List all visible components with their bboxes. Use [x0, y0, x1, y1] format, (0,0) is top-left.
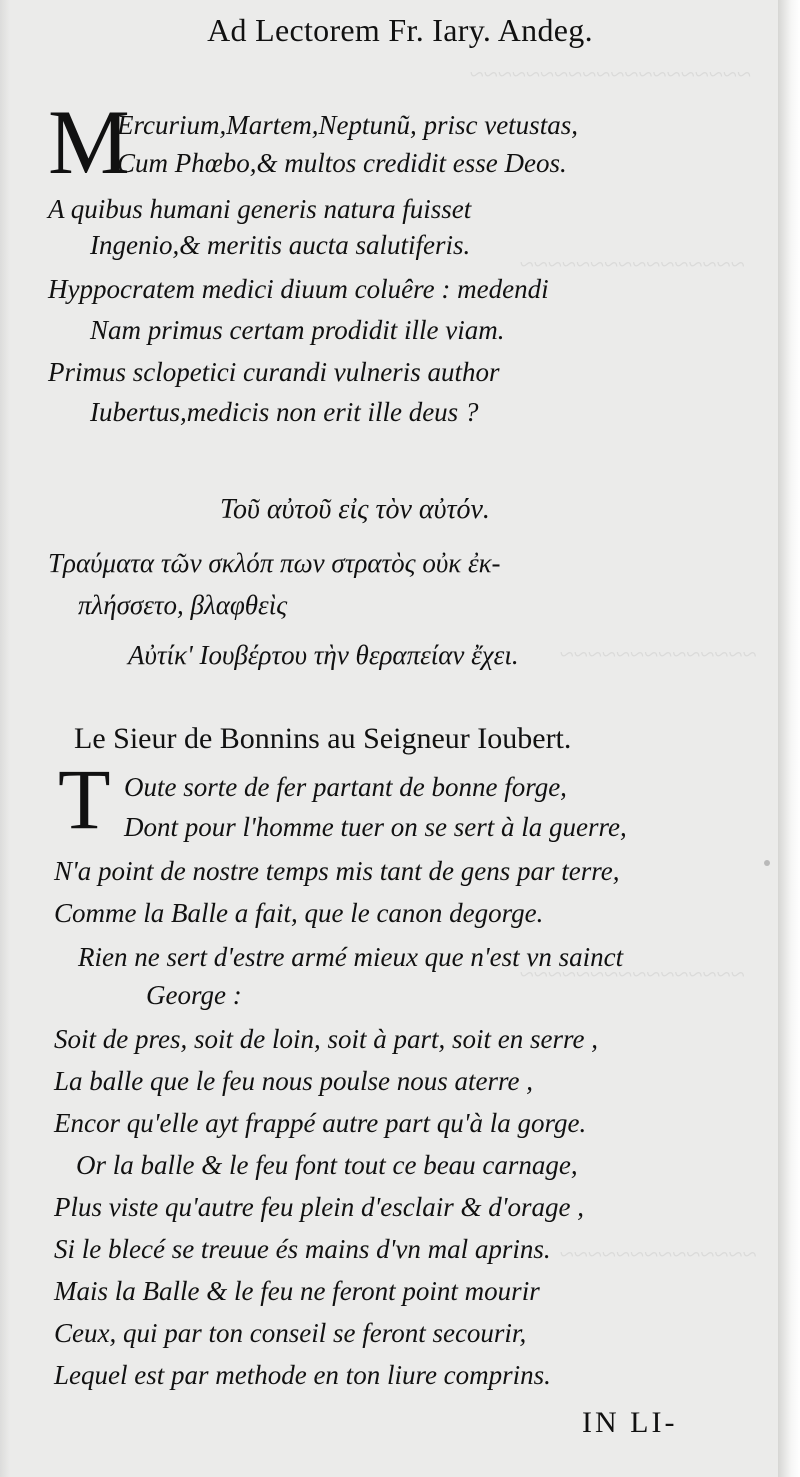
show-through-texture: ~~~~~~~~~~~~~~~~ [520, 250, 746, 279]
page-header: Ad Lectorem Fr. Iary. Andeg. [207, 12, 593, 48]
poem-line: Cum Phœbo,& multos credidit esse Deos. [117, 148, 567, 178]
poem-line: Ingenio,& meritis aucta salutiferis. [90, 230, 471, 260]
poem-line: Si le blecé se treuue és mains d'vn mal aprins. [54, 1234, 551, 1264]
poem-line: A quibus humani generis natura fuisset [48, 194, 472, 224]
poem-line: Comme la Balle a fait, que le canon degorge. [54, 898, 544, 928]
poem-line: Plus viste qu'autre feu plein d'esclair & d'orage , [54, 1192, 584, 1222]
greek-line: πλήσσετο, βλαφθεὶς [78, 590, 288, 620]
show-through-texture: ~~~~~~~~~~~~~~ [560, 640, 757, 669]
poem-line: N'a point de nostre temps mis tant de gens par terre, [54, 856, 620, 886]
drop-cap-m: M [48, 91, 130, 193]
poem-line: Or la balle & le feu font tout ce beau carnage, [76, 1150, 578, 1180]
poem-line: Oute sorte de fer partant de bonne forge, [124, 772, 567, 802]
page-left-edge-shadow [0, 0, 10, 1477]
poem-line: Mais la Balle & le feu ne feront point mourir [54, 1276, 540, 1306]
poem-line: Nam primus certam prodidit ille viam. [90, 315, 505, 345]
ink-speck [764, 860, 770, 866]
poem-line: Iubertus,medicis non erit ille deus ? [90, 397, 479, 427]
poem-line: Encor qu'elle ayt frappé autre part qu'à la gorge. [54, 1108, 587, 1138]
sonnet-title: Le Sieur de Bonnins au Seigneur Ioubert. [74, 722, 572, 755]
greek-line: Αὐτίκ' Ιουβέρτου τὴν θεραπείαν ἔχει. [128, 640, 519, 670]
show-through-texture: ~~~~~~~~~~~~~~ [560, 1240, 757, 1269]
poem-line: Lequel est par methode en ton liure comprins. [54, 1360, 551, 1390]
drop-cap-t: T [58, 751, 111, 847]
show-through-texture: ~~~~~~~~~~~~~~~~~~~~ [470, 60, 752, 89]
poem-line: Ercurium,Martem,Neptunũ, prisc vetustas, [117, 110, 578, 140]
greek-title: Τοῦ αὐτοῦ εἰς τὸν αὐτόν. [220, 494, 490, 525]
page-right-edge-shadow [778, 0, 800, 1477]
poem-line: Rien ne sert d'estre armé mieux que n'est vn sainct [78, 942, 624, 972]
poem-line: Hyppocratem medici diuum coluêre : medendi [48, 274, 549, 304]
poem-line: George : [146, 980, 242, 1010]
greek-line: Τραύματα τῶν σκλόπ πων στρατὸς οὐκ ἐκ- [48, 548, 501, 578]
poem-line: Soit de pres, soit de loin, soit à part, soit en serre , [54, 1024, 598, 1054]
poem-line: La balle que le feu nous poulse nous aterre , [54, 1066, 533, 1096]
poem-line: Ceux, qui par ton conseil se feront secourir, [54, 1318, 527, 1348]
poem-line: Primus sclopetici curandi vulneris author [48, 357, 500, 387]
poem-line: Dont pour l'homme tuer on se sert à la guerre, [124, 812, 627, 842]
show-through-texture: ~~~~~~~~~~~~~~~~ [520, 960, 746, 989]
catchword: IN LI- [582, 1406, 678, 1439]
